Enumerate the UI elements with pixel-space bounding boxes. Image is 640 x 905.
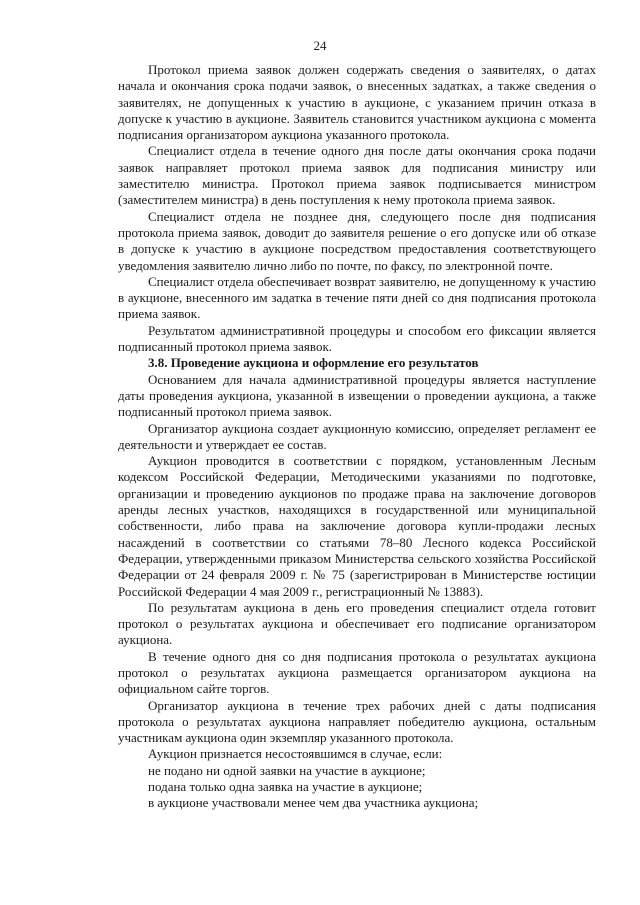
paragraph: Специалист отдела обеспечивает возврат заявителю, не допущенному к участию в аукционе, внесенного им задатка в течение пяти дней со дня подписания протокола приема заявок. <box>118 273 596 322</box>
list-item: подана только одна заявка на участие в аукционе; <box>148 779 423 795</box>
paragraph: Организатор аукциона создает аукционную комиссию, определяет регламент ее деятельности и утверждает ее состав. <box>118 420 596 452</box>
paragraph: В течение одного дня со дня подписания протокола о результатах аукциона протокол о результатах аукциона размещается организатором аукциона на официальном сайте торгов. <box>118 648 596 697</box>
paragraph: Специалист отдела не позднее дня, следующего после дня подписания протокола приема заявок, доводит до заявителя решение о его допуске или об отказе в допуске к участию в аукционе посредством предоставления соответствующего уведомления заявителю лично либо по почте, по факсу, по электронной почте. <box>118 208 596 273</box>
paragraph: Организатор аукциона в течение трех рабочих дней с даты подписания протокола о результатах аукциона направляет победителю аукциона, остальным участникам аукциона один экземпляр указанного протокола. <box>118 697 596 746</box>
list-item: Аукцион признается несостоявшимся в случае, если: <box>148 746 443 762</box>
paragraph: Протокол приема заявок должен содержать сведения о заявителях, о датах начала и окончания срока подачи заявок, о внесенных задатках, а также сведения о заявителях, не допущенных к участию в аукционе, с указанием причин отказа в допуске к участию в аукционе. Заявитель становится участником аукциона с момента подписания организатором аукциона указанного протокола. <box>118 62 596 143</box>
paragraph: Основанием для начала административной процедуры является наступление даты проведения аукциона, указанной в извещении о проведении аукциона, а также подписанный протокол приема заявок. <box>118 371 596 420</box>
paragraph: По результатам аукциона в день его проведения специалист отдела готовит протокол о результатах аукциона и обеспечивает его подписание организатором аукциона. <box>118 599 596 648</box>
paragraph: Аукцион проводится в соответствии с порядком, установленным Лесным кодексом Российской Федерации, Методическими указаниями по подготовке, организации и проведению аукционов по продаже права на заключение договоров аренды лесных участков, находящихся в государственной или муниципальной собственности, либо права на заключение договора купли-продажи лесных насаждений в соответствии со статьями 78–80 Лесного кодекса Российской Федерации, утвержденными приказом Министерства сельского хозяйства Российской Федерации от 24 февраля 2009 г. № 75 (зарегистрирован в Министерстве юстиции Российской Федерации 4 мая 2009 г., регистрационный № 13883). <box>118 453 596 599</box>
section-heading: 3.8. Проведение аукциона и оформление его результатов <box>148 355 479 371</box>
list-item: в аукционе участвовали менее чем два участника аукциона; <box>148 795 479 811</box>
page-number: 24 <box>313 38 327 53</box>
list-item: не подано ни одной заявки на участие в аукционе; <box>148 762 426 778</box>
paragraph: Результатом административной процедуры и способом его фиксации является подписанный протокол приема заявок. <box>118 322 596 355</box>
paragraph: Специалист отдела в течение одного дня после даты окончания срока подачи заявок направляет протокол приема заявок для подписания министру или заместителю министра. Протокол приема заявок подписывается министром (заместителем министра) в день поступления к нему протокола приема заявок. <box>118 143 596 208</box>
document-body <box>118 62 596 812</box>
